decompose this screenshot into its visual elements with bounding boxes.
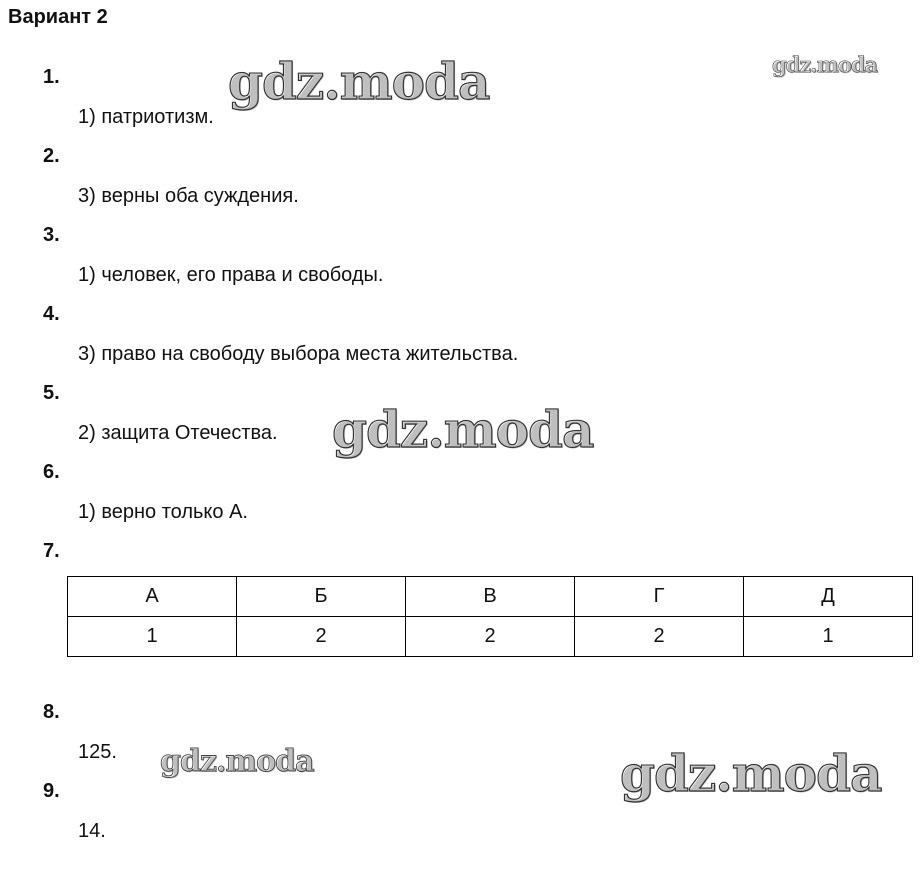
question-number-2: 2. [43, 145, 60, 167]
question-number-7: 7. [43, 540, 60, 562]
table-header-cell: В [406, 577, 575, 617]
table-header-cell: А [68, 577, 237, 617]
answer-5: 2) защита Отечества. [78, 422, 278, 444]
watermark-logo: gdz.moda [228, 52, 490, 111]
page-title: Вариант 2 [8, 6, 108, 28]
answer-8: 125. [78, 741, 117, 763]
table-value-cell: 2 [575, 617, 744, 657]
answer-6: 1) верно только А. [78, 501, 248, 523]
question-number-9: 9. [43, 780, 60, 802]
answer-3: 1) человек, его права и свободы. [78, 264, 384, 286]
table-value-cell: 2 [406, 617, 575, 657]
watermark-logo: gdz.moda [620, 744, 882, 803]
answer-9: 14. [78, 820, 106, 842]
table-value-row [68, 617, 913, 657]
table-header-cell: Б [237, 577, 406, 617]
answer-table [67, 576, 913, 657]
watermark-logo: gdz.moda [772, 52, 878, 77]
answer-2: 3) верны оба суждения. [78, 185, 299, 207]
table-header-cell: Д [744, 577, 913, 617]
question-number-5: 5. [43, 382, 60, 404]
table-header-cell: Г [575, 577, 744, 617]
table-value-cell: 1 [744, 617, 913, 657]
table-value-cell: 2 [237, 617, 406, 657]
question-number-4: 4. [43, 303, 60, 325]
question-number-6: 6. [43, 461, 60, 483]
answer-4: 3) право на свободу выбора места жительства. [78, 343, 519, 365]
table-header-row [68, 577, 913, 617]
question-number-3: 3. [43, 224, 60, 246]
question-number-1: 1. [43, 66, 60, 88]
watermark-logo: gdz.moda [160, 744, 314, 779]
watermark-logo: gdz.moda [332, 400, 594, 459]
table-value-cell: 1 [68, 617, 237, 657]
answer-1: 1) патриотизм. [78, 106, 214, 128]
question-number-8: 8. [43, 701, 60, 723]
